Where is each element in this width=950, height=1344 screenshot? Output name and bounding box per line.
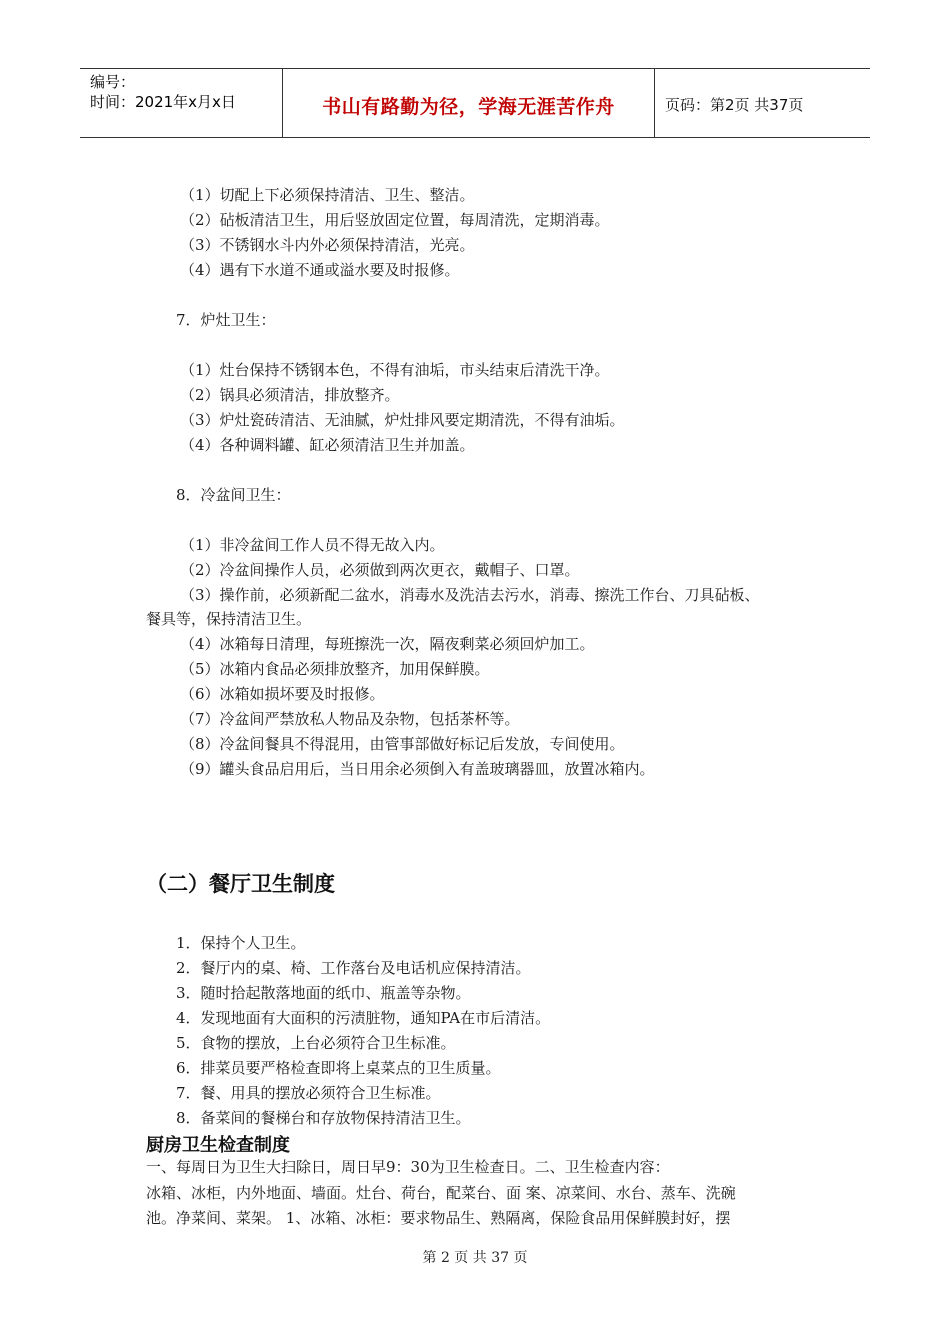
list-item: （9）罐头食品启用后，当日用余必须倒入有盖玻璃器皿，放置冰箱内。 xyxy=(180,760,655,778)
list-item: （2）砧板清洁卫生，用后竖放固定位置，每周清洗，定期消毒。 xyxy=(180,211,610,229)
list-item: 2．餐厅内的桌、椅、工作落台及电话机应保持清洁。 xyxy=(176,959,531,977)
list-item: 1．保持个人卫生。 xyxy=(176,934,306,952)
list-item: （1）切配上下必须保持清洁、卫生、整洁。 xyxy=(180,186,475,204)
page-footer: 第 2 页 共 37 页 xyxy=(422,1250,528,1266)
section-title: 7．炉灶卫生： xyxy=(176,311,276,329)
list-item: （6）冰箱如损坏要及时报修。 xyxy=(180,685,385,703)
list-item: （3）炉灶瓷砖清洁、无油腻，炉灶排风要定期清洗，不得有油垢。 xyxy=(180,411,625,429)
document-number-label: 编号： xyxy=(90,73,136,91)
list-item: （2）锅具必须清洁，排放整齐。 xyxy=(180,386,400,404)
header-page-cell xyxy=(655,69,870,137)
list-item: （4）各种调料罐、缸必须清洁卫生并加盖。 xyxy=(180,436,475,454)
list-item: （3）不锈钢水斗内外必须保持清洁，光亮。 xyxy=(180,236,475,254)
header-meta-cell xyxy=(80,69,283,137)
paragraph-line: 池。净菜间、菜架。 1、冰箱、冰柜：要求物品生、熟隔离，保险食品用保鲜膜封好，摆 xyxy=(146,1209,731,1227)
page-header xyxy=(80,68,870,138)
list-item: 7．餐、用具的摆放必须符合卫生标准。 xyxy=(176,1084,441,1102)
page-info: 页码：第2页 共37页 xyxy=(665,96,804,114)
list-item: （4）遇有下水道不通或溢水要及时报修。 xyxy=(180,261,460,279)
paragraph-line: 一、每周日为卫生大扫除日，周日早9：30为卫生检查日。二、卫生检查内容： xyxy=(146,1158,670,1176)
list-item: 4．发现地面有大面积的污渍脏物，通知PA在市后清洁。 xyxy=(176,1009,551,1027)
list-item: 8．备菜间的餐梯台和存放物保持清洁卫生。 xyxy=(176,1109,471,1127)
list-item: （5）冰箱内食品必须排放整齐，加用保鲜膜。 xyxy=(180,660,490,678)
list-item: 3．随时拾起散落地面的纸巾、瓶盖等杂物。 xyxy=(176,984,471,1002)
list-item: 5．食物的摆放，上台必须符合卫生标准。 xyxy=(176,1034,456,1052)
list-item-continuation: 餐具等，保持清洁卫生。 xyxy=(146,610,312,628)
list-item: （3）操作前，必须新配二盆水，消毒水及洗洁去污水，消毒、擦洗工作台、刀具砧板、 xyxy=(180,586,760,604)
document-date-label: 时间：2021年x月x日 xyxy=(90,93,236,111)
list-item: 6．排菜员要严格检查即将上桌菜点的卫生质量。 xyxy=(176,1059,501,1077)
list-item: （1）灶台保持不锈钢本色，不得有油垢，市头结束后清洗干净。 xyxy=(180,361,610,379)
list-item: （8）冷盆间餐具不得混用，由管事部做好标记后发放，专间使用。 xyxy=(180,735,625,753)
motto-text: 书山有路勤为径，学海无涯苦作舟 xyxy=(322,96,615,118)
subsection-heading: 厨房卫生检查制度 xyxy=(146,1135,290,1156)
list-item: （7）冷盆间严禁放私人物品及杂物，包括茶杯等。 xyxy=(180,710,520,728)
list-item: （4）冰箱每日清理，每班擦洗一次，隔夜剩菜必须回炉加工。 xyxy=(180,635,595,653)
list-item: （2）冷盆间操作人员，必须做到两次更衣，戴帽子、口罩。 xyxy=(180,561,580,579)
header-motto-cell xyxy=(283,69,655,137)
list-item: （1）非冷盆间工作人员不得无故入内。 xyxy=(180,536,445,554)
section-title: 8．冷盆间卫生： xyxy=(176,486,291,504)
paragraph-line: 冰箱、冰柜，内外地面、墙面。灶台、荷台，配菜台、面 案、凉菜间、水台、蒸车、洗碗 xyxy=(146,1184,736,1202)
section-heading: （二）餐厅卫生制度 xyxy=(146,872,335,896)
